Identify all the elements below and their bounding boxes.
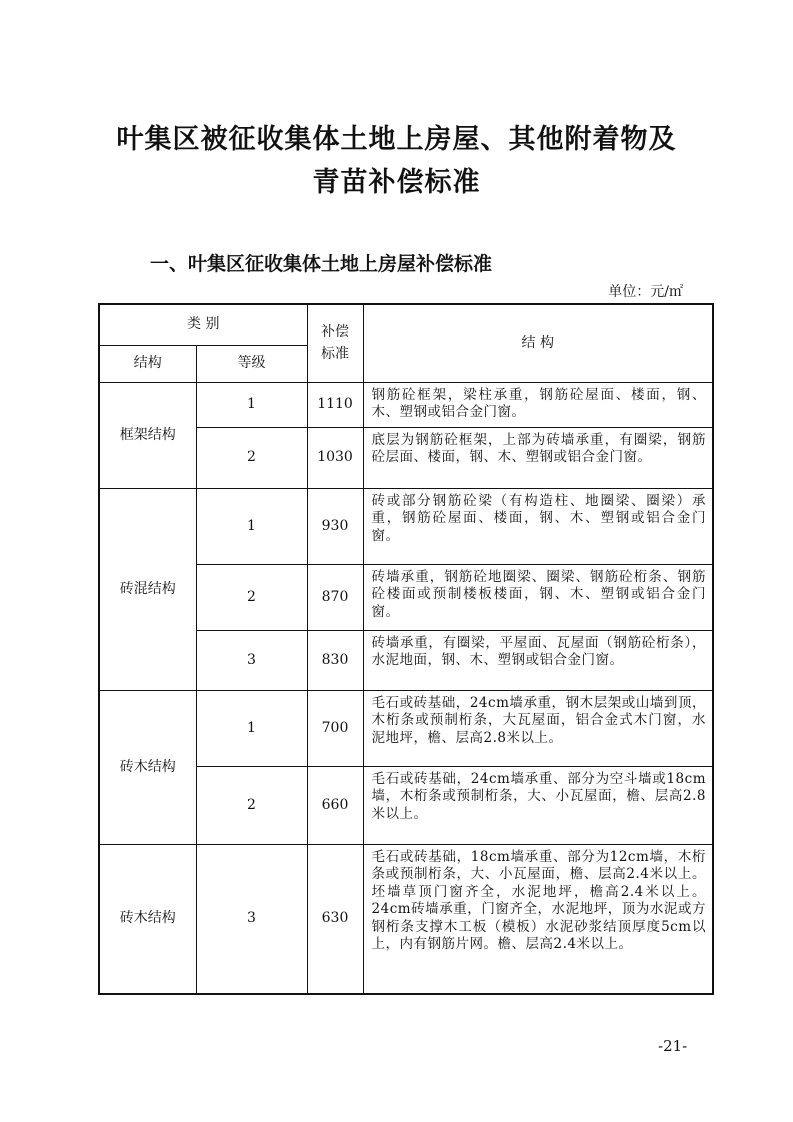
header-category: 类 别 [99,304,307,345]
grade-cell: 2 [196,766,307,844]
description-cell: 毛石或砖基础，18cm墙承重、部分为12cm墙，木桁条或预制桁条，大、小瓦屋面，檐、层高2.4米以上。坯墙草顶门窗齐全，水泥地坪，檐高2.4米以上。24cm砖墙承重，门窗齐全，水泥地坪，顶为水泥或方钢桁条支撑木工板（模板）水泥砂浆结顶厚度5cm以上，内有钢筋片网。檐、层高2.4米以上。 [363,844,713,994]
table-row [99,382,713,427]
grade-cell: 2 [196,564,307,630]
unit-label: 单位：元/㎡ [608,284,683,300]
compensation-table [98,303,714,995]
category-cell: 框架结构 [99,382,196,488]
description-cell: 毛石或砖基础，24cm墙承重，钢木层架或山墙到顶，木桁条或预制桁条，大瓦屋面，铝合金式木门窗，水泥地坪，檐、层高2.8米以上。 [363,690,713,766]
description-cell: 砖或部分钢筋砼梁（有构造柱、地圈梁、圈梁）承重，钢筋砼屋面、楼面，钢、木、塑钢或铝合金门窗。 [363,488,713,564]
header-standard: 补偿 标准 [307,304,363,382]
price-cell: 870 [307,564,363,630]
grade-cell: 1 [196,382,307,427]
header-structure: 结构 [99,345,196,382]
description-cell: 砖墙承重，钢筋砼地圈梁、圈梁、钢筋砼桁条、钢筋砼楼面或预制楼板楼面，钢、木、塑钢或铝合金门窗。 [363,564,713,630]
page-number: -21- [658,1037,688,1055]
grade-cell: 3 [196,844,307,994]
price-cell: 1110 [307,382,363,427]
price-cell: 660 [307,766,363,844]
table-row [99,844,713,994]
price-cell: 630 [307,844,363,994]
table-row [99,690,713,766]
price-cell: 930 [307,488,363,564]
price-cell: 700 [307,690,363,766]
header-description: 结 构 [363,304,713,382]
table-row [99,488,713,564]
category-cell: 砖混结构 [99,488,196,690]
grade-cell: 1 [196,488,307,564]
grade-cell: 1 [196,690,307,766]
description-cell: 砖墙承重，有圈梁，平屋面、瓦屋面（钢筋砼桁条），水泥地面，钢、木、塑钢或铝合金门窗。 [363,630,713,690]
price-cell: 1030 [307,427,363,488]
description-cell: 毛石或砖基础，24cm墙承重、部分为空斗墙或18cm墙，木桁条或预制桁条，大、小瓦屋面，檐、层高2.8米以上。 [363,766,713,844]
document-title-line-2: 青苗补偿标准 [312,167,481,198]
price-cell: 830 [307,630,363,690]
description-cell: 钢筋砼框架，梁柱承重，钢筋砼屋面、楼面，钢、木、塑钢或铝合金门窗。 [363,382,713,427]
document-title-line-1: 叶集区被征收集体土地上房屋、其他附着物及 [116,124,677,155]
header-grade: 等级 [196,345,307,382]
grade-cell: 2 [196,427,307,488]
description-cell: 底层为钢筋砼框架，上部为砖墙承重，有圈梁，钢筋砼层面、楼面，钢、木、塑钢或铝合金门窗。 [363,427,713,488]
grade-cell: 3 [196,630,307,690]
category-cell: 砖木结构 [99,690,196,844]
section-heading: 一、叶集区征收集体土地上房屋补偿标准 [150,253,493,275]
category-cell: 砖木结构 [99,844,196,994]
